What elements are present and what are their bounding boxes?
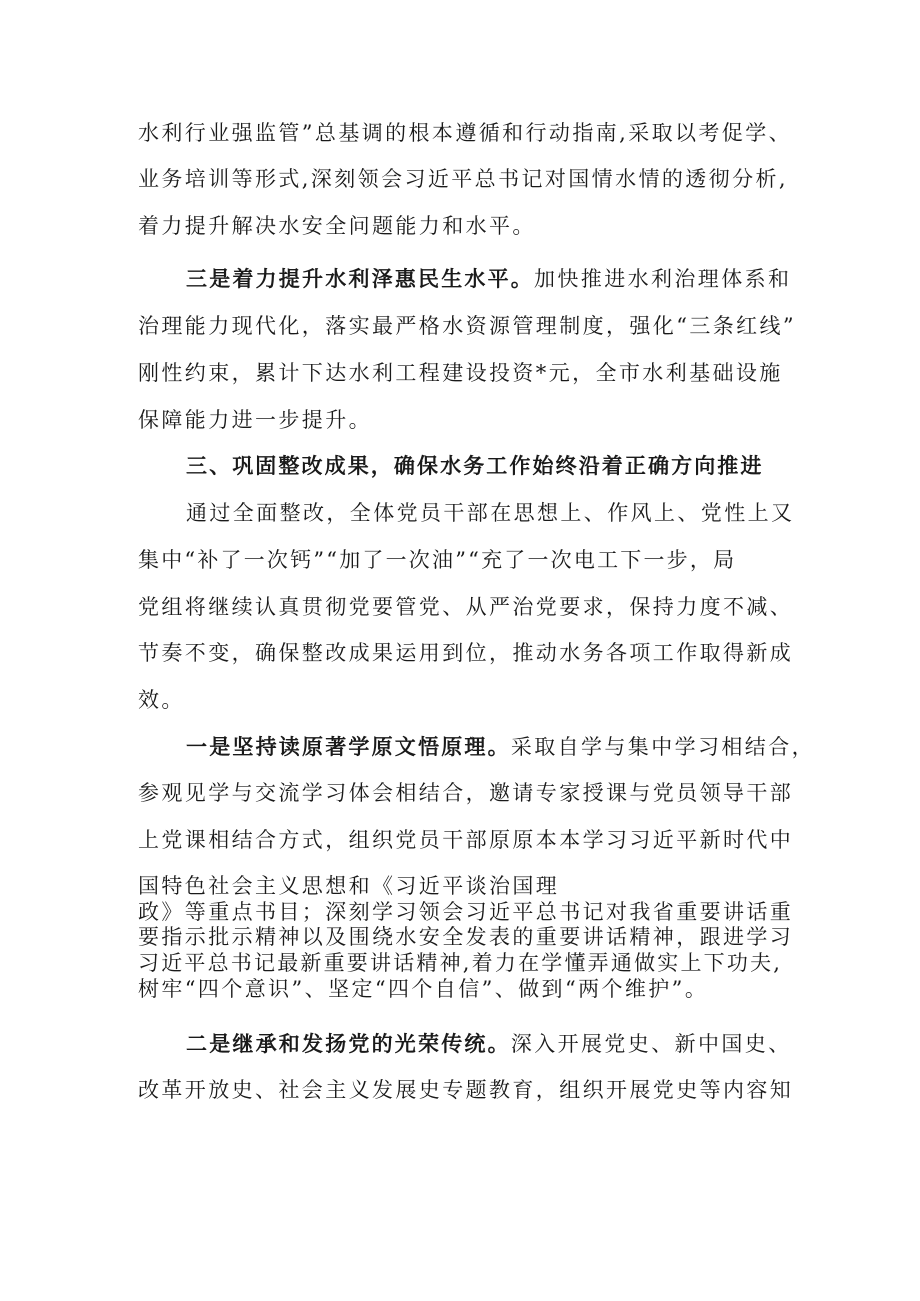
bold-lead: 二是继承和发扬党的光荣传统。: [186, 1032, 511, 1056]
body-text: 采取自学与集中学习相结合，: [510, 735, 816, 759]
body-line: 改革开放史、社会主义发展史专题教育，组织开展党史等内容知: [138, 1078, 794, 1102]
paragraph-first-line: 通过全面整改，全体党员干部在思想上、作风上、党性上又: [186, 501, 795, 525]
bold-lead: 三是着力提升水利泽惠民生水平。: [186, 267, 534, 291]
paragraph-first-line: [186, 735, 846, 759]
paragraph-first-line: [186, 267, 846, 291]
body-line: 治理能力现代化，落实最严格水资源管理制度，强化“三条红线”: [138, 314, 797, 338]
body-line: 要指示批示精神以及围绕水安全发表的重要讲话精神，跟进学习: [138, 925, 794, 949]
body-line: 参观见学与交流学习体会相结合，邀请专家授课与党员领导干部: [138, 781, 794, 805]
body-text: 深入开展党史、新中国史、: [510, 1032, 792, 1056]
body-text: 加快推进水利治理体系和: [534, 267, 792, 291]
body-line: 节奏不变，确保整改成果运用到位，推动水务各项工作取得新成: [138, 641, 794, 665]
body-line: 保障能力进一步提升。: [138, 408, 372, 432]
paragraph-first-line: [186, 1032, 846, 1056]
body-line: 业务培训等形式,深刻领会习近平总书记对国情水情的透彻分析,: [138, 167, 788, 191]
body-line: 刚性约束，累计下达水利工程建设投资*元，全市水利基础设施: [138, 361, 783, 385]
section-heading: 三、巩固整改成果，确保水务工作始终沿着正确方向推进: [186, 454, 764, 478]
body-line: 效。: [138, 688, 185, 712]
body-line: 树牢“四个意识”、坚定“四个自信”、做到“两个维护”。: [138, 977, 709, 1001]
body-line: 习近平总书记最新重要讲话精神,着力在学懂弄通做实上下功夫,: [138, 951, 783, 975]
body-line: 集中“补了一次钙”“加了一次油”“充了一次电工下一步，局: [138, 548, 737, 572]
body-line: 国特色社会主义思想和《习近平谈治国理: [138, 874, 560, 898]
body-line: 党组将继续认真贯彻党要管党、从严治党要求，保持力度不减、: [138, 595, 794, 619]
bold-lead: 一是坚持读原著学原文悟原理。: [186, 735, 511, 759]
body-line: 上党课相结合方式，组织党员干部原原本本学习习近平新时代中: [138, 828, 794, 852]
body-line: 着力提升解决水安全问题能力和水平。: [138, 214, 536, 238]
body-line: 水利行业强监管”总基调的根本遵循和行动指南,采取以考促学、: [138, 121, 793, 145]
body-line: 政》等重点书目；深刻学习领会习近平总书记对我省重要讲话重: [138, 900, 794, 924]
